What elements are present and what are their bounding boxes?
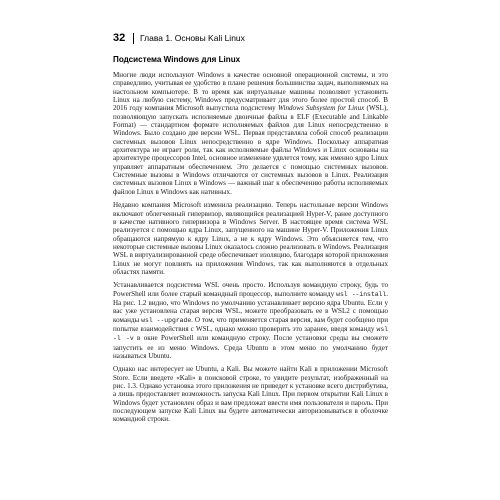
paragraph-1-italic-term: Windows Subsystem for Linux — [277, 104, 365, 113]
paragraph-2: Недавно компания Microsoft изменила реализацию. Теперь настольные версии Windows включают облегченный гипервизор, являющийся реализацией Hyper-V, ранее доступного в качестве нативного гипервизора в Windows Server. В настоящее время система WSL реализуется с помощью ядра Linux, запущенного на машине Hyper-V. Приложения Linux обращаются напрямую к ядру Linux, а не к ядру Windows. Это объясняется тем, что некоторые системные вызовы Linux оказалось сложно реализовать в Windows. Реализация WSL в виртуализированной среде обеспечивает изоляцию, благодаря которой приложения Linux не могут повлиять на приложения Windows, так как выполняются в отдельных областях памяти. — [113, 201, 388, 276]
paragraph-3-text-d: в окне PowerShell или командную строку. После установки среды вы сможете запустить ее из меню Windows. Среда Ubuntu в этом меню по умолчанию будет называться Ubuntu. — [113, 334, 388, 360]
code-wsl-list: wsl -l -v — [113, 325, 388, 343]
paragraph-3-text-a: Устанавливается подсистема WSL очень просто. Используя командную строку, будь то PowerShell или более старый командный процессор, выполните команду — [113, 281, 388, 298]
paragraph-4: Однако нас интересует не Ubuntu, а Kali. Вы можете найти Kali в приложении Microsoft Store. Если введете «Kali» в поисковой строке, то увидите результат, изображенный на рис. 1.3. Однако установка этого приложения не приведет к установке всего дистрибутива, а лишь предоставляет возможность запуска Kali Linux. При первом открытии Kali Linux в Windows будет установлен образ и вам предложат ввести имя пользователя и пароль. При последующем запуске Kali Linux вы будете автоматически авторизовываться в оболочке командной строки. — [113, 365, 388, 424]
paragraph-3 — [113, 281, 388, 360]
section-heading: Подсистема Windows для Linux — [113, 55, 241, 64]
code-wsl-upgrade: wsl --upgrade — [141, 316, 192, 324]
paragraph-1-text-a: Многие люди используют Windows в качестве основной операционной системы, и это справедливо, учитывая ее удобство в плане решения большинства задач, выполняемых на настольном компьютере. В то время как виртуальные машины позволяют установить Linux на любую систему, Windows предусматривает для этого более простой способ. В 2016 году компания Microsoft выпустила подсистему — [113, 71, 388, 113]
running-chapter-title: Глава 1. Основы Kali Linux — [140, 33, 245, 43]
code-wsl-install: wsl --install — [336, 290, 387, 298]
paragraph-3-text-b: . На рис. 1.2 видно, что Windows по умолчанию устанавливает версию ядра Ubuntu. Если у вас уже установлена старая версия WSL, можете преобразовать ее в WSL2 с помощью команды — [113, 289, 388, 324]
page-header — [113, 32, 388, 46]
header-divider — [133, 33, 134, 44]
page-number: 32 — [113, 32, 126, 44]
paragraph-3-text-c: . О том, что применяется старая версия, вам будет сообщено при попытке взаимодействия с WSL, однако можно проверить это заранее, введя команду — [113, 315, 388, 333]
paragraph-1-text-b: (WSL), позволяющую запускать исполняемые двоичные файлы в ELF (Executable and Linkable Format) — стандартном формате исполняемых файлов для Linux непосредственно в Windows. Было создано две версии WSL. Первая представляла собой способ реализации системных вызовов Linux непосредственно в ядре Windows. Поскольку аппаратная архитектура не играет роли, так как исполняемые файлы Windows и Linux основаны на архитектуре процессоров Intel, основное изменение удвлется тому, как именно ядро Linux управляет аппаратным обеспечением. Это делается с помощью системных вызовов. Системные вызовы в Windows отличаются от системных вызовов в Linux. Реализация системных вызовов Linux в Windows — важный шаг к обеспечению работы исполняемых файлов Linux в Windows как нативных. — [113, 104, 389, 196]
paragraph-1 — [113, 71, 388, 196]
page-body — [113, 55, 388, 429]
